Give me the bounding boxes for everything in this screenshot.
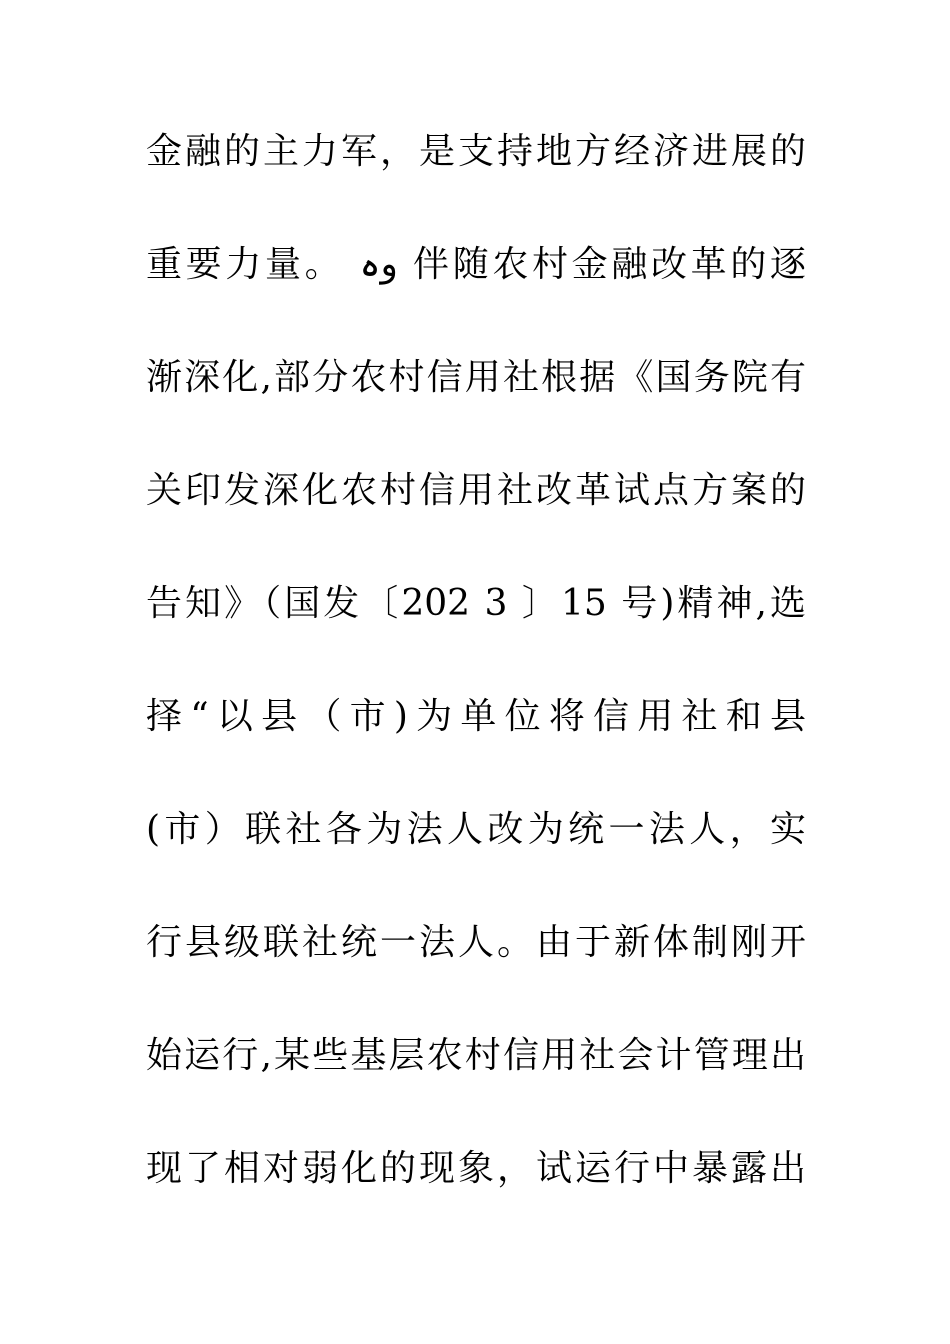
text-line: 关印发深化农村信用社改革试点方案的 [146, 470, 806, 511]
text-line: 择“以县（市)为单位将信用社和县 [146, 696, 806, 737]
text-line: 金融的主力军，是支持地方经济进展的 [146, 131, 806, 172]
body-text [146, 122, 806, 1252]
text-line: 渐深化,部分农村信用社根据《国务院有 [146, 357, 806, 398]
text-line: 行县级联社统一法人。由于新体制刚开 [146, 922, 806, 963]
text-line: 重要力量。 وہ 伴随农村金融改革的逐 [146, 244, 806, 285]
text-line: 现了相对弱化的现象，试运行中暴露出 [146, 1148, 806, 1189]
text-line: 始运行,某些基层农村信用社会计管理出 [146, 1035, 806, 1076]
text-line: 告知》（国发〔202 3 〕15 号)精神,选 [146, 583, 806, 624]
text-line: (市）联社各为法人改为统一法人，实 [146, 809, 806, 850]
